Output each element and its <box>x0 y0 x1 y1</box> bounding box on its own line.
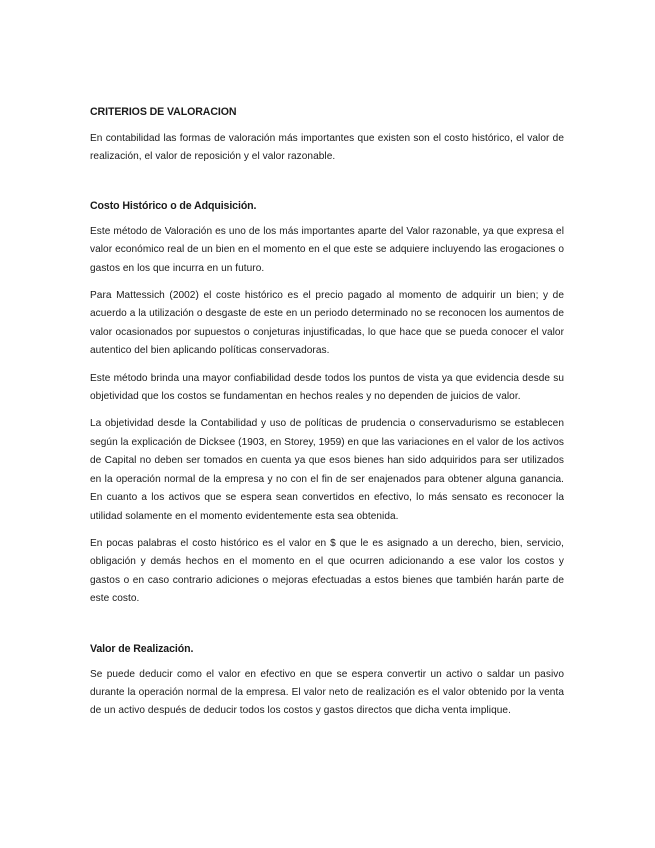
paragraph: Se puede deducir como el valor en efectivo en que se espera convertir un activo o saldar un pasivo durante la operación normal de la empresa. El valor neto de realización es el valor obtenido por la venta de un activo después de deducir todos los costos y gastos directos que dicha venta implique. <box>90 668 564 717</box>
paragraph: Este método de Valoración es uno de los más importantes aparte del Valor razonable, ya que expresa el valor económico real de un bien en el momento en el que este se adquiere incluyendo las erogaciones o gastos en los que incurra en un futuro. <box>90 225 564 274</box>
paragraph: Para Mattessich (2002) el coste histórico es el precio pagado al momento de adquirir un bien; y de acuerdo a la utilización o desgaste de este en un periodo determinado no se reconocen los aumentos de valor ocasionados por supuestos o conjeturas injustificadas, lo que hace que se pueda conocer el valor autentico del bien aplicando políticas conservadoras. <box>90 290 564 357</box>
paragraph: En pocas palabras el costo histórico es el valor en $ que le es asignado a un derecho, bien, servicio, obligación y demás hechos en el momento en el que ocurren adicionando a ese valor los costos y gastos o en caso contrario adiciones o mejoras efectuadas a estos bienes que también harán parte de este costo. <box>90 537 564 605</box>
section-heading-costo-historico: Costo Histórico o de Adquisición. <box>90 199 257 212</box>
paragraph: Este método brinda una mayor confiabilidad desde todos los puntos de vista ya que evidencia desde su objetividad que los costos se fundamentan en hechos reales y no dependen de juicios de valor. <box>90 372 564 403</box>
section-heading-valor-realizacion: Valor de Realización. <box>90 642 194 655</box>
document-page <box>90 104 564 721</box>
paragraph: La objetividad desde la Contabilidad y uso de políticas de prudencia o conservadurismo se establecen según la explicación de Dicksee (1903, en Storey, 1959) en que las variaciones en el valor de los activos de Capital no deben ser tomados en cuenta ya que esos bienes han sido adquiridos para ser utilizados en la operación normal de la empresa y no con el fin de ser enajenados para obtener alguna ganancia. En cuanto a los activos que se espera sean convertidos en efectivo, lo más sensato es reconocer la utilidad solamente en el momento evidentemente esta sea obtenida. <box>90 418 564 522</box>
intro-paragraph: En contabilidad las formas de valoración más importantes que existen son el costo histórico, el valor de realización, el valor de reposición y el valor razonable. <box>90 133 564 163</box>
document-title: CRITERIOS DE VALORACION <box>90 106 237 118</box>
